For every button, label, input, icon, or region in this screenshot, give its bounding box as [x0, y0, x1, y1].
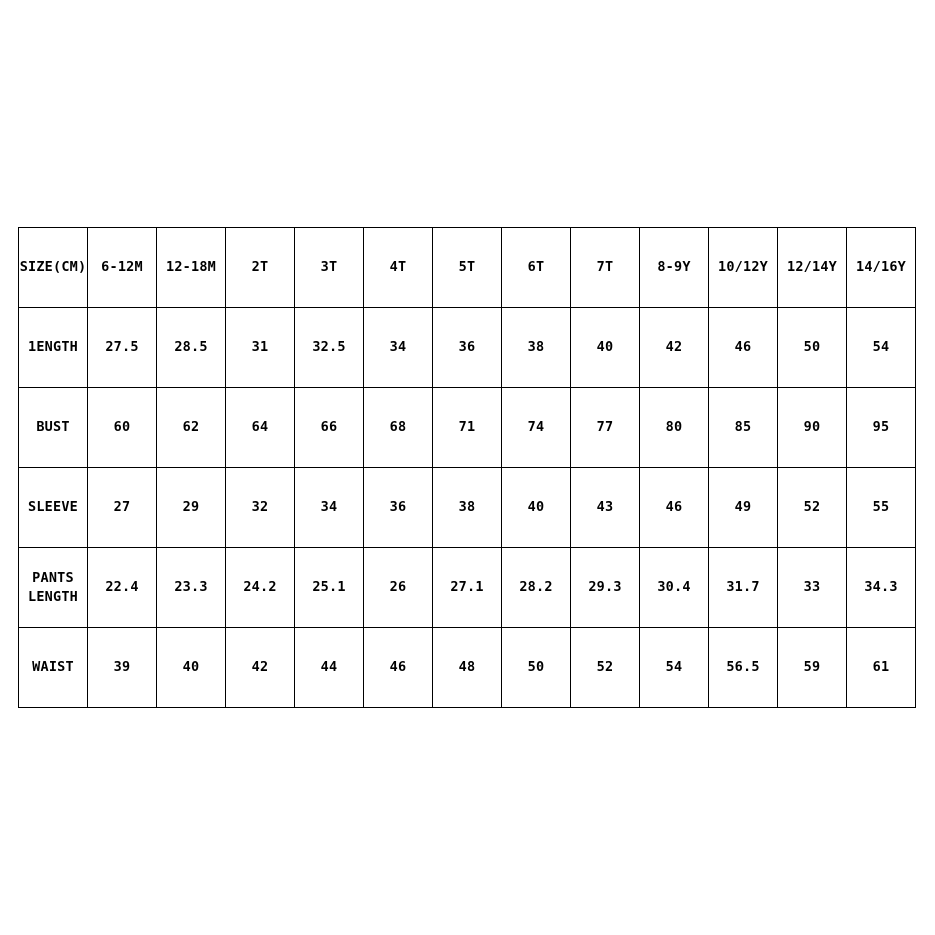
measurement-value-cell: 42 [640, 308, 709, 388]
measurement-value-cell: 48 [433, 628, 502, 708]
size-unit-header-cell: SIZE(CM) [19, 228, 88, 308]
size-header-cell: 8-9Y [640, 228, 709, 308]
measurement-value-cell: 77 [571, 388, 640, 468]
measurement-value-cell: 46 [640, 468, 709, 548]
measurement-value-cell: 68 [364, 388, 433, 468]
size-header-cell: 10/12Y [709, 228, 778, 308]
measurement-label-cell: SLEEVE [19, 468, 88, 548]
measurement-value-cell: 50 [502, 628, 571, 708]
measurement-label-cell: WAIST [19, 628, 88, 708]
measurement-value-cell: 40 [157, 628, 226, 708]
measurement-value-cell: 55 [847, 468, 916, 548]
table-row [19, 628, 916, 708]
measurement-value-cell: 34 [295, 468, 364, 548]
measurement-value-cell: 49 [709, 468, 778, 548]
measurement-value-cell: 44 [295, 628, 364, 708]
measurement-value-cell: 38 [502, 308, 571, 388]
table-row [19, 388, 916, 468]
size-header-cell: 12/14Y [778, 228, 847, 308]
measurement-value-cell: 56.5 [709, 628, 778, 708]
table-row [19, 468, 916, 548]
size-header-cell: 6-12M [88, 228, 157, 308]
measurement-value-cell: 34.3 [847, 548, 916, 628]
measurement-value-cell: 66 [295, 388, 364, 468]
measurement-value-cell: 32.5 [295, 308, 364, 388]
table-row [19, 308, 916, 388]
measurement-value-cell: 31 [226, 308, 295, 388]
measurement-value-cell: 64 [226, 388, 295, 468]
measurement-value-cell: 74 [502, 388, 571, 468]
measurement-value-cell: 54 [640, 628, 709, 708]
measurement-value-cell: 60 [88, 388, 157, 468]
measurement-value-cell: 54 [847, 308, 916, 388]
measurement-value-cell: 25.1 [295, 548, 364, 628]
measurement-value-cell: 33 [778, 548, 847, 628]
measurement-value-cell: 40 [502, 468, 571, 548]
measurement-value-cell: 24.2 [226, 548, 295, 628]
measurement-value-cell: 29.3 [571, 548, 640, 628]
size-chart-table [18, 227, 916, 708]
size-header-cell: 2T [226, 228, 295, 308]
measurement-value-cell: 36 [433, 308, 502, 388]
measurement-value-cell: 27.5 [88, 308, 157, 388]
measurement-value-cell: 85 [709, 388, 778, 468]
measurement-value-cell: 52 [571, 628, 640, 708]
header-row [19, 228, 916, 308]
measurement-value-cell: 27.1 [433, 548, 502, 628]
size-header-cell: 7T [571, 228, 640, 308]
measurement-value-cell: 29 [157, 468, 226, 548]
measurement-value-cell: 80 [640, 388, 709, 468]
measurement-value-cell: 59 [778, 628, 847, 708]
measurement-value-cell: 31.7 [709, 548, 778, 628]
measurement-value-cell: 38 [433, 468, 502, 548]
measurement-value-cell: 40 [571, 308, 640, 388]
measurement-value-cell: 32 [226, 468, 295, 548]
measurement-value-cell: 71 [433, 388, 502, 468]
measurement-value-cell: 26 [364, 548, 433, 628]
measurement-label-cell: BUST [19, 388, 88, 468]
measurement-value-cell: 95 [847, 388, 916, 468]
measurement-value-cell: 30.4 [640, 548, 709, 628]
measurement-value-cell: 39 [88, 628, 157, 708]
measurement-value-cell: 23.3 [157, 548, 226, 628]
size-header-cell: 6T [502, 228, 571, 308]
measurement-value-cell: 34 [364, 308, 433, 388]
table-row [19, 548, 916, 628]
measurement-label-cell: PANTS LENGTH [19, 548, 88, 628]
size-header-cell: 12-18M [157, 228, 226, 308]
measurement-value-cell: 62 [157, 388, 226, 468]
measurement-value-cell: 22.4 [88, 548, 157, 628]
measurement-label-cell: 1ENGTH [19, 308, 88, 388]
measurement-value-cell: 28.5 [157, 308, 226, 388]
size-header-cell: 14/16Y [847, 228, 916, 308]
measurement-value-cell: 61 [847, 628, 916, 708]
measurement-value-cell: 46 [364, 628, 433, 708]
size-header-cell: 5T [433, 228, 502, 308]
measurement-value-cell: 90 [778, 388, 847, 468]
measurement-value-cell: 27 [88, 468, 157, 548]
measurement-value-cell: 46 [709, 308, 778, 388]
measurement-value-cell: 50 [778, 308, 847, 388]
measurement-value-cell: 52 [778, 468, 847, 548]
measurement-value-cell: 36 [364, 468, 433, 548]
measurement-value-cell: 28.2 [502, 548, 571, 628]
size-chart-body [19, 228, 916, 708]
measurement-value-cell: 43 [571, 468, 640, 548]
measurement-value-cell: 42 [226, 628, 295, 708]
size-header-cell: 4T [364, 228, 433, 308]
size-header-cell: 3T [295, 228, 364, 308]
